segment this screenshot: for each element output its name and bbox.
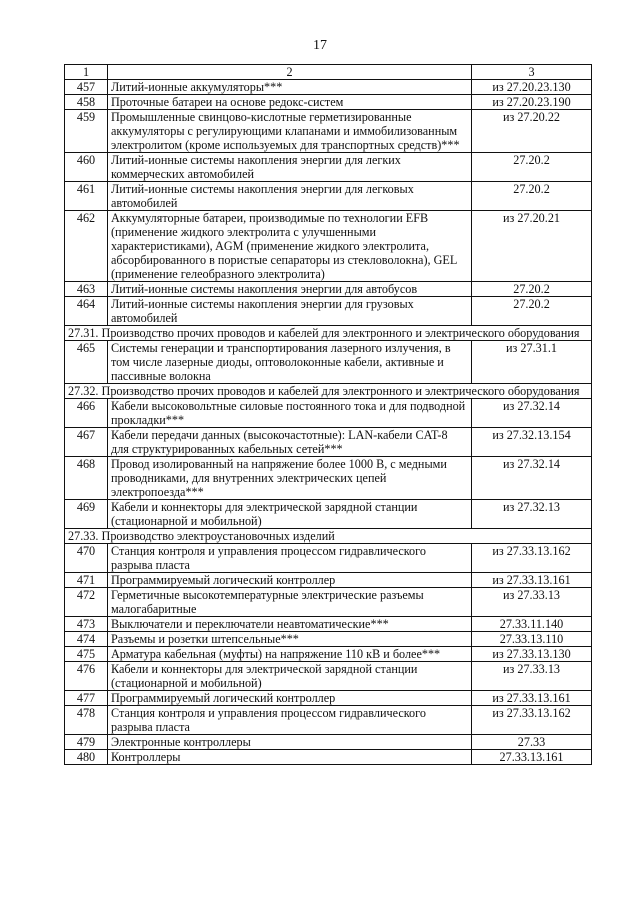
row-number: 464 <box>65 297 108 326</box>
row-number: 470 <box>65 544 108 573</box>
section-header-row <box>65 529 592 544</box>
row-number: 457 <box>65 80 108 95</box>
okpd-code: из 27.32.13 <box>472 500 592 529</box>
table-row <box>65 662 592 691</box>
okpd-code: 27.33.13.110 <box>472 632 592 647</box>
table-row <box>65 211 592 282</box>
okpd-code: из 27.20.21 <box>472 211 592 282</box>
okpd-code: из 27.33.13.161 <box>472 691 592 706</box>
product-name: Аккумуляторные батареи, производимые по технологии EFB (применение жидкого электролита с улучшенными характеристиками), AGM (применение жидкого электролита, абсорбированного в пористые сепараторы из стекловолокна), GEL (применение гелеобразного электролита) <box>108 211 472 282</box>
okpd-code: из 27.32.14 <box>472 457 592 500</box>
header-col-1: 1 <box>65 65 108 80</box>
product-name: Разъемы и розетки штепсельные*** <box>108 632 472 647</box>
row-number: 458 <box>65 95 108 110</box>
product-name: Выключатели и переключатели неавтоматические*** <box>108 617 472 632</box>
row-number: 472 <box>65 588 108 617</box>
table-row <box>65 95 592 110</box>
okpd-code: 27.20.2 <box>472 153 592 182</box>
table-row <box>65 80 592 95</box>
row-number: 463 <box>65 282 108 297</box>
okpd-code: 27.33.13.161 <box>472 750 592 765</box>
product-name: Программируемый логический контроллер <box>108 573 472 588</box>
product-name: Промышленные свинцово-кислотные герметизированные аккумуляторы с регулирующими клапанами и иммобилизованным электролитом (кроме используемых для транспортных средств)*** <box>108 110 472 153</box>
product-name: Программируемый логический контроллер <box>108 691 472 706</box>
okpd-code: из 27.33.13.162 <box>472 544 592 573</box>
table-row <box>65 544 592 573</box>
section-title: 27.32. Производство прочих проводов и кабелей для электронного и электрического оборудования <box>65 384 592 399</box>
okpd-code: из 27.32.14 <box>472 399 592 428</box>
okpd-code: из 27.33.13.161 <box>472 573 592 588</box>
product-name: Кабели и коннекторы для электрической зарядной станции (стационарной и мобильной) <box>108 500 472 529</box>
row-number: 461 <box>65 182 108 211</box>
table-row <box>65 735 592 750</box>
product-name: Кабели и коннекторы для электрической зарядной станции (стационарной и мобильной) <box>108 662 472 691</box>
product-name: Контроллеры <box>108 750 472 765</box>
row-number: 460 <box>65 153 108 182</box>
okpd-code: 27.33 <box>472 735 592 750</box>
product-name: Кабели передачи данных (высокочастотные): LAN-кабели CAT-8 для структурированных кабельных сетей*** <box>108 428 472 457</box>
table-row <box>65 706 592 735</box>
row-number: 474 <box>65 632 108 647</box>
product-name: Литий-ионные аккумуляторы*** <box>108 80 472 95</box>
header-col-2: 2 <box>108 65 472 80</box>
product-name: Литий-ионные системы накопления энергии для автобусов <box>108 282 472 297</box>
product-name: Арматура кабельная (муфты) на напряжение 110 кВ и более*** <box>108 647 472 662</box>
section-header-row <box>65 384 592 399</box>
okpd-code: из 27.20.23.130 <box>472 80 592 95</box>
row-number: 466 <box>65 399 108 428</box>
okpd-code: 27.33.11.140 <box>472 617 592 632</box>
okpd-code: из 27.20.23.190 <box>472 95 592 110</box>
table-row <box>65 341 592 384</box>
table-row <box>65 153 592 182</box>
product-table <box>64 64 592 765</box>
row-number: 478 <box>65 706 108 735</box>
okpd-code: 27.20.2 <box>472 282 592 297</box>
okpd-code: из 27.33.13 <box>472 588 592 617</box>
row-number: 475 <box>65 647 108 662</box>
product-name: Электронные контроллеры <box>108 735 472 750</box>
table-row <box>65 691 592 706</box>
table-row <box>65 182 592 211</box>
table-row <box>65 750 592 765</box>
okpd-code: 27.20.2 <box>472 297 592 326</box>
row-number: 473 <box>65 617 108 632</box>
row-number: 468 <box>65 457 108 500</box>
table-row <box>65 588 592 617</box>
okpd-code: 27.20.2 <box>472 182 592 211</box>
product-name: Кабели высоковольтные силовые постоянного тока и для подводной прокладки*** <box>108 399 472 428</box>
product-name: Системы генерации и транспортирования лазерного излучения, в том числе лазерные диоды, оптоволоконные кабели, активные и пассивные волокна <box>108 341 472 384</box>
product-name: Герметичные высокотемпературные электрические разъемы малогабаритные <box>108 588 472 617</box>
product-name: Станция контроля и управления процессом гидравлического разрыва пласта <box>108 544 472 573</box>
row-number: 476 <box>65 662 108 691</box>
table-row <box>65 573 592 588</box>
table-row <box>65 399 592 428</box>
okpd-code: из 27.33.13.162 <box>472 706 592 735</box>
table-row <box>65 282 592 297</box>
row-number: 477 <box>65 691 108 706</box>
table-row <box>65 110 592 153</box>
row-number: 465 <box>65 341 108 384</box>
row-number: 459 <box>65 110 108 153</box>
product-name: Провод изолированный на напряжение более 1000 В, с медными проводниками, для внутренних электрических цепей электропоезда*** <box>108 457 472 500</box>
table-row <box>65 632 592 647</box>
row-number: 480 <box>65 750 108 765</box>
product-name: Литий-ионные системы накопления энергии для легких коммерческих автомобилей <box>108 153 472 182</box>
row-number: 479 <box>65 735 108 750</box>
row-number: 471 <box>65 573 108 588</box>
row-number: 467 <box>65 428 108 457</box>
section-title: 27.33. Производство электроустановочных изделий <box>65 529 592 544</box>
product-name: Литий-ионные системы накопления энергии для грузовых автомобилей <box>108 297 472 326</box>
row-number: 462 <box>65 211 108 282</box>
table-header-row <box>65 65 592 80</box>
table-row <box>65 647 592 662</box>
product-name: Литий-ионные системы накопления энергии для легковых автомобилей <box>108 182 472 211</box>
header-col-3: 3 <box>472 65 592 80</box>
section-title: 27.31. Производство прочих проводов и кабелей для электронного и электрического оборудования <box>65 326 592 341</box>
section-header-row <box>65 326 592 341</box>
okpd-code: из 27.33.13 <box>472 662 592 691</box>
table-row <box>65 428 592 457</box>
product-name: Станция контроля и управления процессом гидравлического разрыва пласта <box>108 706 472 735</box>
table-row <box>65 457 592 500</box>
page-number: 17 <box>313 38 327 53</box>
okpd-code: из 27.33.13.130 <box>472 647 592 662</box>
product-name: Проточные батареи на основе редокс-систем <box>108 95 472 110</box>
table-row <box>65 297 592 326</box>
table-row <box>65 500 592 529</box>
okpd-code: из 27.32.13.154 <box>472 428 592 457</box>
okpd-code: из 27.31.1 <box>472 341 592 384</box>
row-number: 469 <box>65 500 108 529</box>
table-row <box>65 617 592 632</box>
okpd-code: из 27.20.22 <box>472 110 592 153</box>
